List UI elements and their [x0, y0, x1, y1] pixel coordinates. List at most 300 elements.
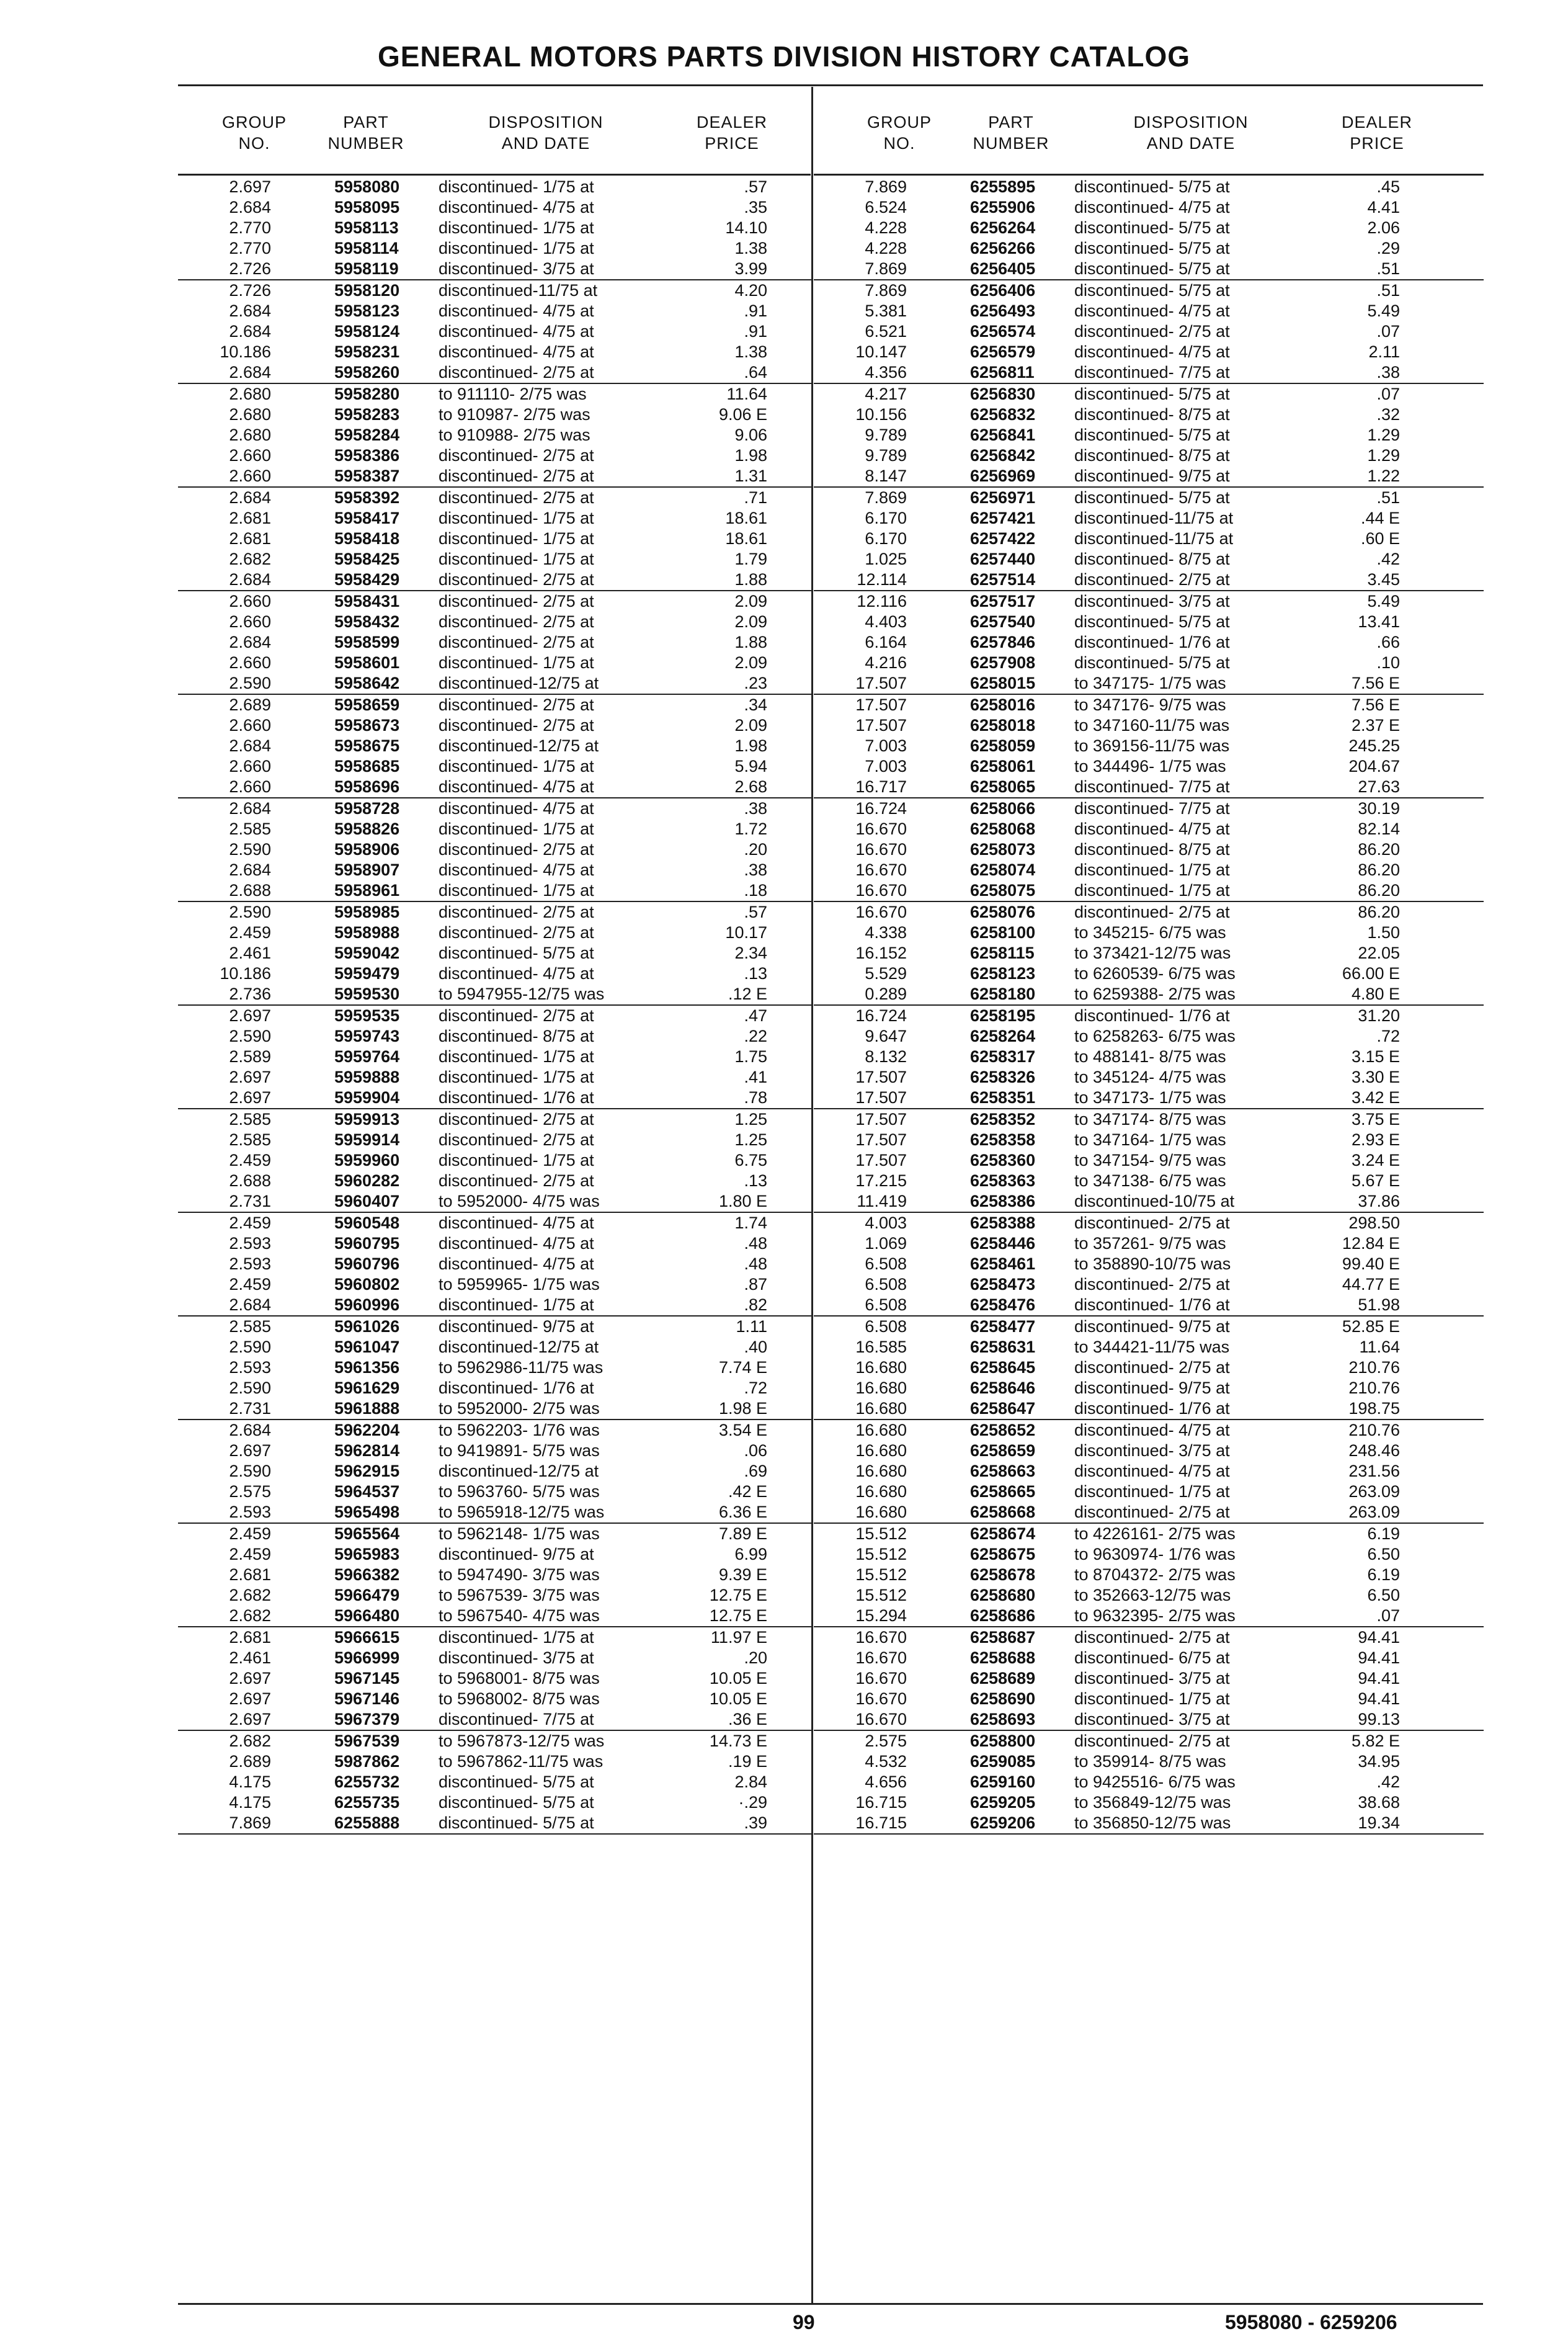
part-number: 6256579 — [970, 342, 1036, 361]
group-number: 6.508 — [865, 1317, 907, 1336]
header-disposition-left: DISPOSITION AND DATE — [488, 113, 604, 153]
part-number: 5961356 — [334, 1358, 400, 1377]
disposition: discontinued- 5/75 at — [1074, 218, 1230, 237]
dealer-price: 1.98 — [734, 736, 767, 755]
dealer-price: 1.50 — [1367, 923, 1400, 942]
part-number: 6258386 — [970, 1192, 1036, 1210]
part-number: 5958418 — [334, 529, 400, 548]
group-number: 2.684 — [229, 1295, 271, 1314]
disposition: discontinued- 4/75 at — [1074, 1421, 1230, 1439]
group-number: 2.590 — [229, 674, 271, 692]
table-row — [814, 984, 1484, 1006]
group-number: 16.680 — [855, 1503, 907, 1521]
part-number: 6258363 — [970, 1171, 1036, 1190]
dealer-price: 94.41 — [1358, 1669, 1400, 1688]
part-number: 5958432 — [334, 612, 400, 631]
group-number: 2.461 — [229, 944, 271, 962]
group-number: 2.459 — [229, 1524, 271, 1543]
dealer-price: 298.50 — [1348, 1214, 1400, 1232]
part-number: 5959914 — [334, 1130, 400, 1149]
group-number: 2.684 — [229, 1421, 271, 1439]
dealer-price: 1.80 E — [718, 1192, 767, 1210]
group-number: 5.529 — [865, 964, 907, 983]
dealer-price: 7.56 E — [1351, 674, 1400, 692]
group-number: 15.512 — [855, 1565, 907, 1584]
dealer-price: .07 — [1376, 1606, 1400, 1625]
table-row — [178, 1751, 811, 1772]
table-row — [814, 1441, 1484, 1461]
dealer-price: 1.75 — [734, 1047, 767, 1066]
dealer-price: .44 E — [1360, 509, 1400, 527]
dealer-price: 1.29 — [1367, 426, 1400, 444]
table-row — [814, 612, 1484, 632]
table-row — [178, 1420, 811, 1441]
table-row — [814, 405, 1484, 425]
part-number: 6257540 — [970, 612, 1036, 631]
table-row — [178, 1171, 811, 1191]
table-row — [814, 943, 1484, 964]
dealer-price: .19 E — [728, 1752, 767, 1771]
group-number: 10.147 — [855, 342, 907, 361]
table-row — [814, 1337, 1484, 1357]
disposition: discontinued- 4/75 at — [1074, 820, 1230, 838]
group-number: 16.670 — [855, 881, 907, 900]
group-number: 16.680 — [855, 1482, 907, 1501]
part-number: 5959530 — [334, 985, 400, 1003]
dealer-price: 198.75 — [1348, 1399, 1400, 1418]
group-number: 4.356 — [865, 363, 907, 382]
table-row — [814, 1731, 1484, 1751]
dealer-price: 3.30 E — [1351, 1068, 1400, 1086]
dealer-price: .34 — [744, 695, 767, 714]
dealer-price: .39 — [744, 1813, 767, 1832]
table-row — [178, 1668, 811, 1689]
disposition: discontinued- 4/75 at — [439, 1214, 594, 1232]
part-number: 5958985 — [334, 903, 400, 921]
group-number: 4.403 — [865, 612, 907, 631]
dealer-price: 34.95 — [1358, 1752, 1400, 1771]
page-number: 99 — [793, 2311, 815, 2333]
dealer-price: 263.09 — [1348, 1503, 1400, 1521]
table-row — [814, 756, 1484, 777]
table-row — [178, 1047, 811, 1067]
disposition: to 373421-12/75 was — [1074, 944, 1231, 962]
group-number: 7.869 — [865, 488, 907, 507]
part-number: 5958113 — [334, 218, 399, 237]
part-number: 5959888 — [334, 1068, 400, 1086]
dealer-price: .60 E — [1360, 529, 1400, 548]
group-number: 4.216 — [865, 653, 907, 672]
dealer-price: .71 — [744, 488, 767, 507]
dealer-price: 248.46 — [1348, 1441, 1400, 1460]
group-number: 16.585 — [855, 1338, 907, 1356]
part-number: 6258351 — [970, 1088, 1036, 1107]
part-number: 5966480 — [334, 1606, 400, 1625]
dealer-price: 1.29 — [1367, 446, 1400, 465]
disposition: discontinued- 8/75 at — [1074, 405, 1230, 424]
dealer-price: 86.20 — [1358, 840, 1400, 859]
group-number: 2.590 — [229, 840, 271, 859]
group-number: 2.590 — [229, 1338, 271, 1356]
part-number: 5959904 — [334, 1088, 400, 1107]
group-number: 2.682 — [229, 1606, 271, 1625]
header-price-left: DEALER PRICE — [696, 113, 768, 153]
part-number: 6258326 — [970, 1068, 1036, 1086]
group-number: 1.069 — [865, 1234, 907, 1253]
table-row — [178, 1731, 811, 1751]
group-number: 12.116 — [857, 592, 907, 610]
table-row — [178, 736, 811, 756]
group-number: 2.684 — [229, 363, 271, 382]
table-row — [814, 1709, 1484, 1731]
disposition: discontinued- 5/75 at — [439, 1793, 594, 1812]
part-number: 5966999 — [334, 1648, 400, 1667]
part-number: 5961629 — [334, 1379, 400, 1397]
group-number: 17.507 — [855, 674, 907, 692]
disposition: discontinued- 2/75 at — [439, 467, 594, 485]
part-number: 5958283 — [334, 405, 400, 424]
table-row — [814, 695, 1484, 715]
dealer-price: 1.98 E — [718, 1399, 767, 1418]
disposition: discontinued- 1/75 at — [1074, 1689, 1230, 1708]
group-number: 2.660 — [229, 467, 271, 485]
part-number: 5967539 — [334, 1732, 400, 1750]
group-number: 2.660 — [229, 757, 271, 776]
dealer-price: 2.37 E — [1351, 716, 1400, 735]
disposition: discontinued- 1/75 at — [439, 1068, 594, 1086]
part-number: 5960407 — [334, 1192, 400, 1210]
disposition: discontinued- 1/75 at — [1074, 861, 1230, 879]
group-number: 16.670 — [855, 1689, 907, 1708]
part-number: 5962814 — [334, 1441, 400, 1460]
table-row — [814, 653, 1484, 673]
table-row — [814, 1150, 1484, 1171]
table-row — [814, 1751, 1484, 1772]
table-row — [814, 549, 1484, 570]
table-row — [178, 1088, 811, 1109]
disposition: discontinued- 1/75 at — [439, 1295, 594, 1314]
dealer-price: 1.38 — [734, 239, 767, 257]
dealer-price: 94.41 — [1358, 1689, 1400, 1708]
table-row — [814, 1130, 1484, 1150]
part-number: 6257421 — [970, 509, 1036, 527]
part-number: 6258631 — [970, 1338, 1036, 1356]
header-rule-left — [178, 174, 811, 176]
disposition: discontinued- 8/75 at — [1074, 550, 1230, 568]
table-row — [178, 1233, 811, 1254]
table-row — [814, 1544, 1484, 1565]
part-number: 6258075 — [970, 881, 1036, 900]
dealer-price: .78 — [744, 1088, 767, 1107]
part-number: 5959764 — [334, 1047, 400, 1066]
group-number: 2.589 — [229, 1047, 271, 1066]
group-number: 2.697 — [229, 177, 271, 196]
disposition: discontinued- 2/75 at — [1074, 1358, 1230, 1377]
part-number: 5958906 — [334, 840, 400, 859]
dealer-price: 7.89 E — [718, 1524, 767, 1543]
disposition: discontinued- 2/75 at — [439, 1110, 594, 1129]
group-number: 2.731 — [229, 1399, 271, 1418]
disposition: discontinued- 5/75 at — [1074, 653, 1230, 672]
part-number: 5960548 — [334, 1214, 400, 1232]
dealer-price: 86.20 — [1358, 881, 1400, 900]
part-number: 6258680 — [970, 1586, 1036, 1604]
disposition: to 9632395- 2/75 was — [1074, 1606, 1236, 1625]
part-number: 6256574 — [970, 322, 1036, 341]
part-number: 6258352 — [970, 1110, 1036, 1129]
disposition: discontinued- 2/75 at — [1074, 903, 1230, 921]
dealer-price: 51.98 — [1358, 1295, 1400, 1314]
table-row — [178, 445, 811, 466]
group-number: 2.688 — [229, 1171, 271, 1190]
dealer-price: .57 — [744, 903, 767, 921]
disposition: discontinued- 4/75 at — [1074, 198, 1230, 217]
group-number: 16.680 — [855, 1441, 907, 1460]
disposition: to 5962148- 1/75 was — [439, 1524, 600, 1543]
part-number: 6256266 — [970, 239, 1036, 257]
table-row — [178, 218, 811, 238]
part-number: 5967145 — [334, 1669, 400, 1688]
group-number: 2.697 — [229, 1068, 271, 1086]
disposition: discontinued- 1/75 at — [439, 509, 594, 527]
table-row — [814, 964, 1484, 984]
page-title: GENERAL MOTORS PARTS DIVISION HISTORY CATALOG — [377, 40, 1191, 73]
part-number: 6258123 — [970, 964, 1036, 983]
group-number: 2.585 — [229, 1110, 271, 1129]
dealer-price: 2.09 — [734, 592, 767, 610]
table-row — [178, 1524, 811, 1544]
disposition: discontinued- 9/75 at — [1074, 467, 1230, 485]
group-number: 2.684 — [229, 633, 271, 651]
disposition: discontinued- 5/75 at — [1074, 488, 1230, 507]
disposition: discontinued- 4/75 at — [439, 322, 594, 341]
table-row — [814, 591, 1484, 612]
disposition: discontinued- 3/75 at — [439, 1648, 594, 1667]
part-number: 5961888 — [334, 1399, 400, 1418]
group-number: 2.585 — [229, 1130, 271, 1149]
group-number: 4.175 — [229, 1773, 271, 1791]
group-number: 2.590 — [229, 1462, 271, 1480]
dealer-price: 14.10 — [725, 218, 767, 237]
dealer-price: .91 — [744, 322, 767, 341]
disposition: discontinued- 2/75 at — [439, 695, 594, 714]
group-number: 16.670 — [855, 840, 907, 859]
table-row — [178, 1606, 811, 1627]
dealer-price: .64 — [744, 363, 767, 382]
table-row — [178, 1213, 811, 1233]
dealer-price: 11.64 — [1359, 1338, 1400, 1356]
part-number: 6257514 — [970, 570, 1036, 589]
dealer-price: 3.54 E — [718, 1421, 767, 1439]
table-row — [814, 425, 1484, 445]
dealer-price: 18.61 — [725, 529, 767, 548]
table-row — [814, 1606, 1484, 1627]
part-number: 6258360 — [970, 1151, 1036, 1169]
group-number: 6.164 — [865, 633, 907, 651]
dealer-price: 3.99 — [734, 259, 767, 278]
disposition: discontinued- 2/75 at — [1074, 1275, 1230, 1294]
table-row — [178, 466, 811, 488]
group-number: 2.684 — [229, 198, 271, 217]
disposition: discontinued- 2/75 at — [439, 840, 594, 859]
table-row — [814, 1482, 1484, 1502]
dealer-price: 1.72 — [734, 820, 767, 838]
dealer-price: .72 — [744, 1379, 767, 1397]
part-number: 5959535 — [334, 1006, 400, 1025]
part-number: 5958124 — [334, 322, 400, 341]
disposition: discontinued-11/75 at — [1074, 509, 1234, 527]
table-row — [178, 673, 811, 695]
table-row — [178, 1150, 811, 1171]
group-number: 4.656 — [865, 1773, 907, 1791]
table-row — [814, 301, 1484, 321]
disposition: to 5952000- 4/75 was — [439, 1192, 600, 1210]
dealer-price: 1.74 — [734, 1214, 767, 1232]
bottom-rule — [178, 2303, 1483, 2305]
dealer-price: .42 — [1376, 1773, 1400, 1791]
dealer-price: 38.68 — [1358, 1793, 1400, 1812]
part-number: 6258689 — [970, 1669, 1036, 1688]
dealer-price: 2.11 — [1368, 342, 1400, 361]
disposition: to 911110- 2/75 was — [439, 385, 587, 403]
disposition: discontinued- 8/75 at — [1074, 840, 1230, 859]
part-number: 6258074 — [970, 861, 1036, 879]
disposition: discontinued- 1/75 at — [439, 653, 594, 672]
group-number: 16.680 — [855, 1379, 907, 1397]
table-row — [814, 1420, 1484, 1441]
disposition: discontinued- 1/76 at — [1074, 1006, 1230, 1025]
dealer-price: 94.41 — [1358, 1628, 1400, 1647]
disposition: to 5962986-11/75 was — [439, 1358, 604, 1377]
part-number: 6258675 — [970, 1545, 1036, 1563]
top-rule — [178, 84, 1483, 86]
disposition: to 5962203- 1/76 was — [439, 1421, 600, 1439]
table-row — [814, 1668, 1484, 1689]
disposition: discontinued- 2/75 at — [1074, 570, 1230, 589]
part-number: 5960795 — [334, 1234, 400, 1253]
group-number: 2.684 — [229, 799, 271, 818]
group-number: 2.575 — [229, 1482, 271, 1501]
part-number: 6256841 — [970, 426, 1036, 444]
table-row — [814, 1357, 1484, 1378]
table-row — [178, 1274, 811, 1295]
table-row — [814, 736, 1484, 756]
dealer-price: 99.13 — [1358, 1710, 1400, 1728]
group-number: 2.684 — [229, 488, 271, 507]
dealer-price: 1.38 — [734, 342, 767, 361]
table-row — [178, 1006, 811, 1026]
disposition: to 9425516- 6/75 was — [1074, 1773, 1236, 1791]
part-number: 5960282 — [334, 1171, 400, 1190]
part-number: 6257422 — [970, 529, 1036, 548]
disposition: to 369156-11/75 was — [1074, 736, 1230, 755]
dealer-price: .42 E — [728, 1482, 767, 1501]
group-number: 2.585 — [229, 820, 271, 838]
disposition: discontinued- 4/75 at — [1074, 342, 1230, 361]
dealer-price: 22.05 — [1358, 944, 1400, 962]
part-number: 6258073 — [970, 840, 1036, 859]
part-number: 5958696 — [334, 777, 400, 796]
part-number: 5965983 — [334, 1545, 400, 1563]
disposition: discontinued- 1/75 at — [1074, 1482, 1230, 1501]
disposition: discontinued- 2/75 at — [439, 363, 594, 382]
dealer-price: 1.88 — [734, 633, 767, 651]
disposition: to 345215- 6/75 was — [1074, 923, 1226, 942]
part-number: 6258686 — [970, 1606, 1036, 1625]
table-row — [814, 777, 1484, 798]
part-number: 6258061 — [970, 757, 1036, 776]
disposition: to 5967540- 4/75 was — [439, 1606, 600, 1625]
part-number: 6258076 — [970, 903, 1036, 921]
disposition: to 344496- 1/75 was — [1074, 757, 1226, 776]
dealer-price: .51 — [1376, 259, 1400, 278]
group-number: 2.684 — [229, 861, 271, 879]
table-row — [814, 1233, 1484, 1254]
dealer-price: 1.31 — [734, 467, 767, 485]
dealer-price: 6.75 — [734, 1151, 767, 1169]
table-row — [178, 1317, 811, 1337]
disposition: discontinued- 5/75 at — [1074, 612, 1230, 631]
dealer-price: 1.11 — [736, 1317, 767, 1336]
part-number: 5958673 — [334, 716, 400, 735]
table-row — [178, 1689, 811, 1709]
disposition: discontinued- 1/76 at — [1074, 1399, 1230, 1418]
part-number: 6255906 — [970, 198, 1036, 217]
table-row — [178, 880, 811, 902]
part-number: 5987862 — [334, 1752, 400, 1771]
group-number: 16.670 — [855, 820, 907, 838]
group-number: 6.170 — [865, 529, 907, 548]
part-number: 6258659 — [970, 1441, 1036, 1460]
table-row — [178, 902, 811, 923]
table-row — [178, 923, 811, 943]
table-row — [814, 1648, 1484, 1668]
part-number: 6258668 — [970, 1503, 1036, 1521]
part-number: 5961026 — [334, 1317, 400, 1336]
group-number: 4.228 — [865, 218, 907, 237]
disposition: to 358890-10/75 was — [1074, 1254, 1231, 1273]
table-row — [814, 1461, 1484, 1482]
part-number: 6258018 — [970, 716, 1036, 735]
disposition: to 352663-12/75 was — [1074, 1586, 1231, 1604]
group-number: 7.869 — [865, 259, 907, 278]
dealer-price: 6.19 — [1367, 1565, 1400, 1584]
group-number: 9.647 — [865, 1027, 907, 1045]
disposition: discontinued- 2/75 at — [1074, 1214, 1230, 1232]
dealer-price: .82 — [744, 1295, 767, 1314]
dealer-price: .45 — [1376, 177, 1400, 196]
group-number: 16.680 — [855, 1399, 907, 1418]
table-row — [178, 943, 811, 964]
dealer-price: 37.86 — [1358, 1192, 1400, 1210]
disposition: discontinued-12/75 at — [439, 736, 599, 755]
table-row — [178, 321, 811, 342]
group-number: 8.132 — [865, 1047, 907, 1066]
dealer-price: 4.41 — [1367, 198, 1400, 217]
table-row — [814, 177, 1484, 197]
group-number: 2.731 — [229, 1192, 271, 1210]
part-number: 6258446 — [970, 1234, 1036, 1253]
table-row — [178, 860, 811, 880]
header-rule-right — [814, 174, 1484, 176]
disposition: to 5967862-11/75 was — [439, 1752, 604, 1771]
part-number: 6258678 — [970, 1565, 1036, 1584]
part-number: 5958685 — [334, 757, 400, 776]
disposition: discontinued- 4/75 at — [439, 302, 594, 320]
table-row — [178, 798, 811, 819]
group-number: 17.507 — [855, 1130, 907, 1149]
disposition: discontinued-12/75 at — [439, 1462, 599, 1480]
